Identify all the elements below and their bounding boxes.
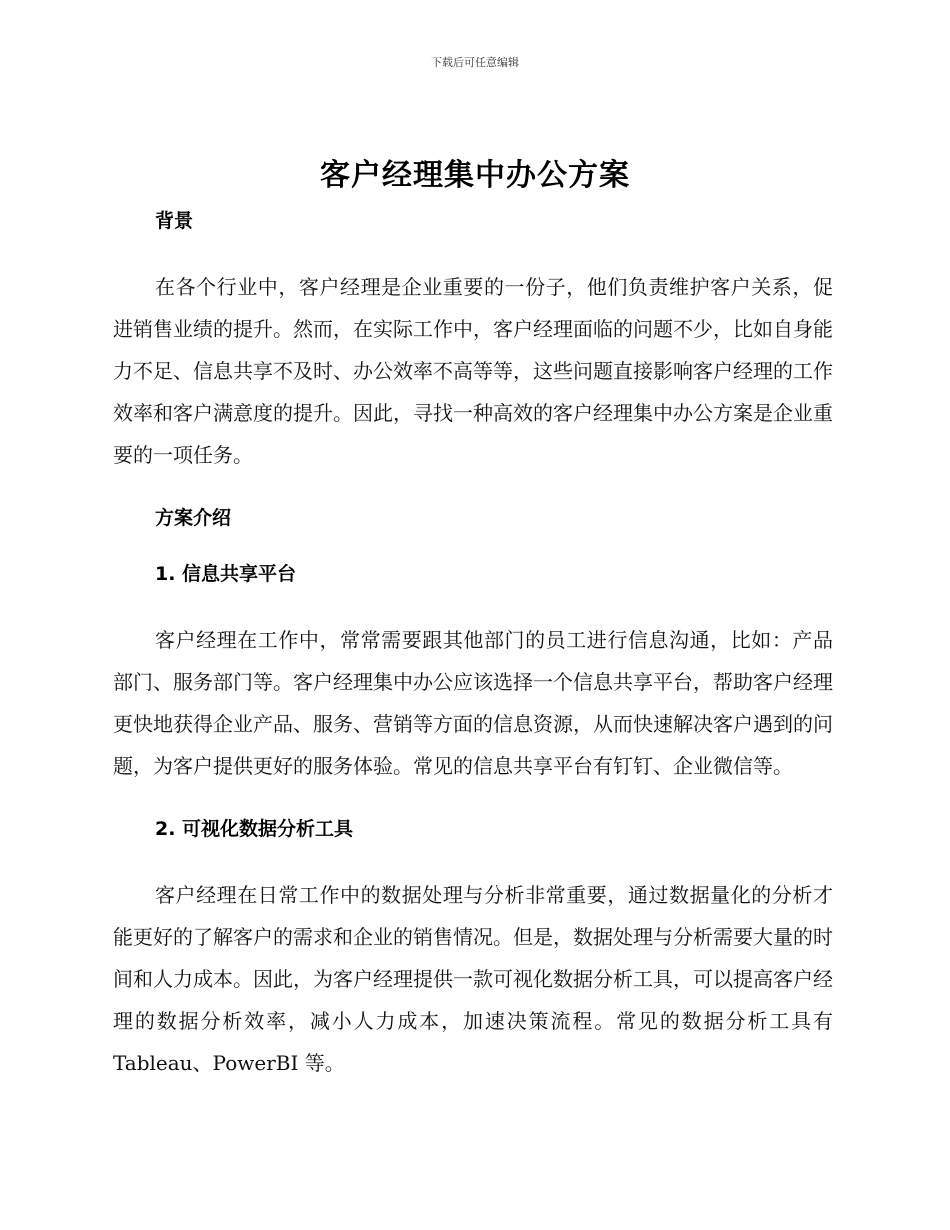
subheading-info-sharing: 1. 信息共享平台: [155, 563, 297, 585]
header-note: 下载后可任意编辑: [431, 56, 519, 69]
section-heading-plan: 方案介绍: [155, 507, 232, 529]
document-body: [113, 203, 833, 1084]
document-title: 客户经理集中办公方案: [320, 158, 630, 193]
section-heading-background: 背景: [155, 210, 194, 232]
paragraph-info-sharing: 客户经理在工作中，常常需要跟其他部门的员工进行信息沟通，比如：产品部门、服务部门等。客户经理集中办公应该选择一个信息共享平台，帮助客户经理更快地获得企业产品、服务、营销等方面的信息资源，从而快速解决客户遇到的问题，为客户提供更好的服务体验。常见的信息共享平台有钉钉、企业微信等。: [113, 628, 833, 778]
subheading-data-analysis: 2. 可视化数据分析工具: [155, 818, 354, 840]
paragraph-data-analysis: 客户经理在日常工作中的数据处理与分析非常重要，通过数据量化的分析才能更好的了解客户的需求和企业的销售情况。但是，数据处理与分析需要大量的时间和人力成本。因此，为客户经理提供一款可视化数据分析工具，可以提高客户经理的数据分析效率，减小人力成本，加速决策流程。常见的数据分析工具有 Tableau、PowerBI 等。: [113, 883, 833, 1075]
paragraph-background: 在各个行业中，客户经理是企业重要的一份子，他们负责维护客户关系，促进销售业绩的提升。然而，在实际工作中，客户经理面临的问题不少，比如自身能力不足、信息共享不及时、办公效率不高等等，这些问题直接影响客户经理的工作效率和客户满意度的提升。因此，寻找一种高效的客户经理集中办公方案是企业重要的一项任务。: [113, 275, 833, 467]
